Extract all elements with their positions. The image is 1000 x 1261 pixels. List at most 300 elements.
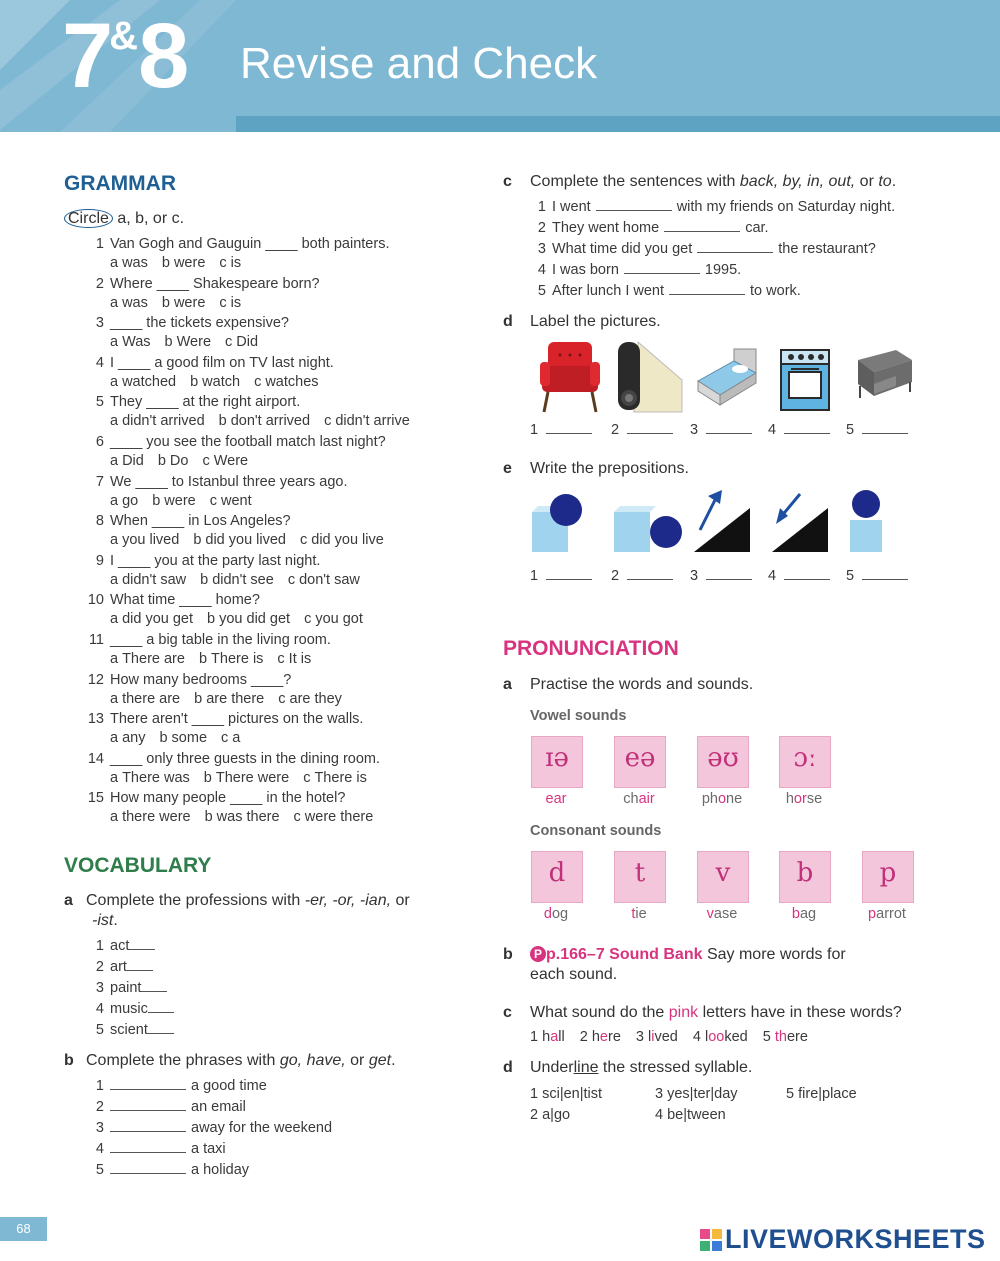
word-highlight: air xyxy=(638,791,655,807)
sound-bank-badge-icon: P xyxy=(530,946,546,962)
answer-options xyxy=(110,651,325,667)
answer-blank[interactable] xyxy=(784,423,830,434)
question-number: 7 xyxy=(95,474,104,490)
item-number: 4 xyxy=(692,1029,701,1045)
word-highlight: ear xyxy=(545,791,567,807)
option-letter: c xyxy=(278,691,286,707)
option-letter: c xyxy=(304,611,312,627)
phrase-text: a taxi xyxy=(191,1141,226,1157)
preposition-5-picture xyxy=(850,490,882,552)
syllable-word: yes|ter|day xyxy=(667,1086,738,1102)
preposition-4-picture xyxy=(772,494,828,552)
answer-blank[interactable] xyxy=(546,423,592,434)
pron-d-instruction: d Underline the stressed syllable. xyxy=(503,1059,753,1076)
answer-option[interactable] xyxy=(202,453,248,469)
option-letter: c xyxy=(303,770,311,786)
answer-blank[interactable] xyxy=(862,423,908,434)
page-number: 68 xyxy=(0,1217,47,1241)
syllable-word: be|tween xyxy=(667,1107,726,1123)
answer-option[interactable] xyxy=(110,730,145,746)
word-part: og xyxy=(551,906,569,922)
sentence-end: car. xyxy=(745,220,769,236)
answer-option[interactable] xyxy=(152,493,196,509)
grammar-question xyxy=(82,276,462,292)
option-text: any xyxy=(122,730,146,746)
option-text: did you live xyxy=(311,532,384,548)
option-text: go xyxy=(122,493,139,509)
word-part: ie xyxy=(635,906,647,922)
question-number: 11 xyxy=(88,632,104,648)
option-letter: c xyxy=(219,255,227,271)
sentence-start: I was born xyxy=(552,262,619,278)
option-letter: a xyxy=(110,532,119,548)
option-letter: a xyxy=(110,453,119,469)
answer-option[interactable] xyxy=(110,413,205,429)
pron-c-word xyxy=(580,1029,621,1045)
word-part: h xyxy=(785,791,794,807)
grammar-question xyxy=(82,513,462,529)
sentence-item xyxy=(524,262,741,278)
right-d-instruction: d Label the pictures. xyxy=(503,313,661,330)
answer-option[interactable] xyxy=(207,611,290,627)
answer-option[interactable] xyxy=(159,730,207,746)
answer-option[interactable] xyxy=(204,770,289,786)
word-highlight: e xyxy=(599,1029,608,1045)
answer-option[interactable] xyxy=(277,651,311,667)
answer-blank[interactable] xyxy=(127,960,153,971)
vowel-sound-word xyxy=(521,791,591,807)
option-letter: b xyxy=(193,532,202,548)
sound-bank-link[interactable]: p.166–7 Sound Bank xyxy=(546,946,703,963)
option-text: were xyxy=(164,493,196,509)
item-number: 1 xyxy=(530,568,539,584)
answer-option[interactable] xyxy=(210,493,252,509)
answer-option[interactable] xyxy=(110,809,191,825)
grammar-question xyxy=(82,592,462,608)
question-stem: Where ____ Shakespeare born? xyxy=(110,276,320,292)
option-letter: b xyxy=(204,809,213,825)
option-text: didn't saw xyxy=(122,572,187,588)
vowel-sound-picture[interactable] xyxy=(614,736,666,788)
word-part: arrot xyxy=(876,906,906,922)
answer-option[interactable] xyxy=(278,691,342,707)
vocab-a-item xyxy=(82,1022,174,1038)
option-text: Were xyxy=(176,334,212,350)
syllable-word: a|go xyxy=(542,1107,571,1123)
grammar-instruction: Circle a, b, or c. xyxy=(64,209,184,229)
question-stem: I ____ a good film on TV last night. xyxy=(110,355,334,371)
answer-option[interactable] xyxy=(110,532,179,548)
answer-blank[interactable] xyxy=(110,1163,186,1174)
question-stem: When ____ in Los Angeles? xyxy=(110,513,291,529)
answer-option[interactable] xyxy=(158,453,189,469)
item-number: 3 xyxy=(690,422,699,438)
item-number: 2 xyxy=(530,1107,539,1123)
answer-option[interactable] xyxy=(110,493,138,509)
stress-word[interactable] xyxy=(530,1107,570,1123)
question-stem: I ____ you at the party last night. xyxy=(110,553,321,569)
answer-option[interactable] xyxy=(303,770,367,786)
picture-label-item xyxy=(768,422,830,438)
circle-word: Circle xyxy=(64,209,113,228)
option-letter: a xyxy=(110,770,119,786)
vocab-b-item xyxy=(82,1099,246,1115)
word-highlight: oo xyxy=(708,1029,725,1045)
option-text: There is xyxy=(211,651,264,667)
pron-a-instruction: a Practise the words and sounds. xyxy=(503,676,754,693)
option-letter: b xyxy=(190,374,199,390)
option-letter: a xyxy=(110,611,119,627)
answer-blank[interactable] xyxy=(862,569,908,580)
option-letter: a xyxy=(110,809,119,825)
answer-option[interactable] xyxy=(110,611,193,627)
answer-option[interactable] xyxy=(110,651,185,667)
unit-number: 7&8 xyxy=(62,5,186,107)
question-stem: What time ____ home? xyxy=(110,592,260,608)
vocab-a-item xyxy=(82,959,153,975)
answer-option[interactable] xyxy=(219,413,310,429)
vowel-sound-picture[interactable] xyxy=(779,736,831,788)
sentence-start: I went xyxy=(552,199,591,215)
option-text: There was xyxy=(122,770,190,786)
consonant-sound-word xyxy=(521,906,591,922)
item-number: 4 xyxy=(768,422,777,438)
answer-blank[interactable] xyxy=(110,1121,186,1132)
vocab-b-item xyxy=(82,1162,249,1178)
answer-option[interactable] xyxy=(110,572,186,588)
consonant-sound-word xyxy=(852,906,922,922)
option-letter: c xyxy=(225,334,233,350)
vocab-b-item xyxy=(82,1120,332,1136)
option-letter: c xyxy=(287,572,296,588)
word-part: h xyxy=(591,1029,600,1045)
answer-blank[interactable] xyxy=(697,242,773,253)
pron-b-instruction: b P p.166–7 Sound Bank Say more words for each sound. xyxy=(503,946,846,983)
sentence-end: to work. xyxy=(750,283,801,299)
option-text: did you get xyxy=(122,611,194,627)
item-number: 2 xyxy=(95,1099,104,1115)
grammar-question xyxy=(82,236,462,252)
question-number: 10 xyxy=(87,592,104,608)
bed-picture xyxy=(694,345,760,411)
option-text: There is xyxy=(314,770,367,786)
vocab-b-item xyxy=(82,1078,267,1094)
answer-option[interactable] xyxy=(294,809,374,825)
answer-blank[interactable] xyxy=(706,569,752,580)
answer-option[interactable] xyxy=(194,691,264,707)
item-number: 4 xyxy=(655,1107,664,1123)
word-highlight: or xyxy=(793,791,807,807)
option-text: are they xyxy=(289,691,342,707)
consonant-sound-symbol: p xyxy=(879,858,897,888)
item-number: 2 xyxy=(611,568,620,584)
option-letter: c xyxy=(219,295,227,311)
option-letter: c xyxy=(254,374,262,390)
question-number: 9 xyxy=(95,553,104,569)
option-text: watches xyxy=(265,374,319,390)
sentence-item xyxy=(524,241,876,257)
answer-option[interactable] xyxy=(199,651,263,667)
pron-c-instruction: c What sound do the pink letters have in these words? xyxy=(503,1004,902,1021)
word-highlight: a xyxy=(550,1029,559,1045)
answer-option[interactable] xyxy=(304,611,363,627)
option-letter: a xyxy=(110,651,119,667)
option-letter: b xyxy=(200,572,209,588)
option-text: was xyxy=(122,295,148,311)
answer-option[interactable] xyxy=(221,730,240,746)
item-number: 1 xyxy=(530,1086,539,1102)
answer-option[interactable] xyxy=(162,295,206,311)
answer-option[interactable] xyxy=(110,374,176,390)
option-text: are there xyxy=(206,691,265,707)
vocabulary-title: VOCABULARY xyxy=(64,854,212,877)
sentence-start: What time did you get xyxy=(552,241,693,257)
preposition-pictures xyxy=(528,490,918,556)
question-number: 2 xyxy=(95,276,104,292)
vowel-sound-word xyxy=(604,791,674,807)
option-text: is xyxy=(230,295,242,311)
consonant-sound-word xyxy=(769,906,839,922)
answer-options xyxy=(110,334,272,350)
syllable-word: sci|en|tist xyxy=(542,1086,603,1102)
question-stem: They ____ at the right airport. xyxy=(110,394,301,410)
item-number: 5 xyxy=(846,568,855,584)
grammar-question xyxy=(82,394,462,410)
option-text: did you lived xyxy=(205,532,286,548)
word-part: l xyxy=(648,1029,652,1045)
word-highlight: d xyxy=(543,906,552,922)
option-letter: a xyxy=(110,255,119,271)
vowel-sound-symbol: eə xyxy=(624,743,656,773)
answer-options xyxy=(110,770,381,786)
answer-option[interactable] xyxy=(110,255,148,271)
word-part: l xyxy=(704,1029,709,1045)
phrase-text: away for the weekend xyxy=(191,1120,333,1136)
answer-blank[interactable] xyxy=(596,200,672,211)
grammar-question xyxy=(82,751,462,767)
option-letter: b xyxy=(161,295,170,311)
answer-blank[interactable] xyxy=(148,1023,174,1034)
question-stem: There aren't ____ pictures on the walls. xyxy=(110,711,364,727)
consonant-sound-symbol: d xyxy=(548,858,566,888)
question-stem: How many people ____ in the hotel? xyxy=(110,790,346,806)
preposition-item xyxy=(768,568,830,584)
option-letter: b xyxy=(157,453,166,469)
phrase-text: a good time xyxy=(191,1078,267,1094)
word-part: ase xyxy=(713,906,738,922)
question-stem: ____ only three guests in the dining room. xyxy=(110,751,381,767)
option-letter: b xyxy=(161,255,170,271)
answer-blank[interactable] xyxy=(627,423,673,434)
word-part: ere xyxy=(786,1029,808,1045)
word-stem: scient xyxy=(110,1022,148,1038)
answer-blank[interactable] xyxy=(148,1002,174,1013)
pron-c-word xyxy=(530,1029,565,1045)
sentence-end: with my friends on Saturday night. xyxy=(676,199,896,215)
vowel-sound-symbol: ɔː xyxy=(793,743,817,773)
grammar-title: GRAMMAR xyxy=(64,172,176,195)
pron-c-words xyxy=(530,1029,823,1045)
option-text: was there xyxy=(216,809,280,825)
word-stem: act xyxy=(110,938,130,954)
answer-option[interactable] xyxy=(110,770,190,786)
answer-blank[interactable] xyxy=(129,939,155,950)
option-letter: c xyxy=(293,809,301,825)
option-text: was xyxy=(122,255,148,271)
item-number: 2 xyxy=(537,220,546,236)
liveworksheets-logo-icon xyxy=(700,1229,722,1251)
word-highlight: p xyxy=(868,906,877,922)
word-highlight: i xyxy=(651,1029,655,1045)
answer-option[interactable] xyxy=(254,374,318,390)
answer-blank[interactable] xyxy=(706,423,752,434)
answer-blank[interactable] xyxy=(664,221,740,232)
answer-option[interactable] xyxy=(300,532,384,548)
option-letter: a xyxy=(110,730,119,746)
cooker-picture xyxy=(777,346,833,412)
option-text: Was xyxy=(122,334,151,350)
answer-option[interactable] xyxy=(225,334,258,350)
item-number: 2 xyxy=(611,422,620,438)
answer-options xyxy=(110,809,387,825)
answer-option[interactable] xyxy=(193,532,286,548)
vowel-sound-picture[interactable] xyxy=(531,736,583,788)
vocab-a-instruction: a Complete the professions with -er, -or, -ian, or -ist. xyxy=(64,892,410,929)
item-number: 5 xyxy=(786,1086,795,1102)
grammar-question xyxy=(82,355,462,371)
stress-word[interactable] xyxy=(786,1086,857,1102)
question-number: 15 xyxy=(87,790,104,806)
answer-blank[interactable] xyxy=(784,569,830,580)
sentence-item xyxy=(524,220,769,236)
option-letter: b xyxy=(207,611,216,627)
answer-blank[interactable] xyxy=(624,263,700,274)
question-number: 5 xyxy=(95,394,104,410)
picture-label-item xyxy=(690,422,752,438)
pron-c-word xyxy=(763,1029,808,1045)
answer-blank[interactable] xyxy=(627,569,673,580)
word-part: h xyxy=(542,1029,551,1045)
item-number: 1 xyxy=(95,1078,104,1094)
vocab-a-item xyxy=(82,938,155,954)
option-letter: a xyxy=(110,493,119,509)
option-letter: a xyxy=(110,374,119,390)
vocab-a-item xyxy=(82,980,167,996)
option-text: It is xyxy=(288,651,312,667)
consonant-sound-picture[interactable] xyxy=(779,851,831,903)
answer-blank[interactable] xyxy=(141,981,167,992)
answer-blank[interactable] xyxy=(110,1142,186,1153)
answer-options xyxy=(110,691,356,707)
vocab-b-instruction: b Complete the phrases with go, have, or get. xyxy=(64,1052,396,1069)
option-letter: b xyxy=(164,334,173,350)
option-text: went xyxy=(220,493,252,509)
answer-option[interactable] xyxy=(110,691,180,707)
question-number: 1 xyxy=(95,236,104,252)
vowel-sound-word xyxy=(769,791,839,807)
answer-option[interactable] xyxy=(324,413,410,429)
question-stem: ____ a big table in the living room. xyxy=(110,632,331,648)
sofa-picture xyxy=(852,346,918,410)
vocab-b-item xyxy=(82,1141,226,1157)
option-text: is xyxy=(230,255,242,271)
answer-option[interactable] xyxy=(110,334,151,350)
sentence-start: They went home xyxy=(552,220,660,236)
question-number: 14 xyxy=(87,751,104,767)
syllable-word: fire|place xyxy=(798,1086,857,1102)
sentence-start: After lunch I went xyxy=(552,283,665,299)
item-number: 1 xyxy=(530,422,539,438)
vowel-sound-symbol: ɪə xyxy=(545,743,569,773)
stress-word[interactable] xyxy=(655,1107,726,1123)
stress-word[interactable] xyxy=(530,1086,602,1102)
answer-options xyxy=(110,295,255,311)
grammar-question xyxy=(82,434,462,450)
header-stripe xyxy=(236,116,1000,132)
preposition-item xyxy=(530,568,592,584)
answer-options xyxy=(110,493,266,509)
grammar-question xyxy=(82,632,462,648)
answer-option[interactable] xyxy=(190,374,240,390)
answer-option[interactable] xyxy=(165,334,211,350)
answer-options xyxy=(110,453,262,469)
answer-option[interactable] xyxy=(110,453,144,469)
preposition-item xyxy=(690,568,752,584)
answer-option[interactable] xyxy=(288,572,360,588)
option-text: there are xyxy=(122,691,181,707)
vowel-sound-symbol: əʊ xyxy=(707,743,739,773)
word-highlight: th xyxy=(774,1029,787,1045)
answer-options xyxy=(110,730,254,746)
consonant-sound-picture[interactable] xyxy=(531,851,583,903)
answer-blank[interactable] xyxy=(110,1100,186,1111)
answer-option[interactable] xyxy=(219,255,241,271)
consonant-sound-picture[interactable] xyxy=(697,851,749,903)
item-number: 3 xyxy=(95,980,104,996)
preposition-item xyxy=(611,568,673,584)
option-text: Did xyxy=(236,334,259,350)
item-number: 4 xyxy=(768,568,777,584)
option-letter: a xyxy=(110,691,119,707)
grammar-question xyxy=(82,711,462,727)
answer-option[interactable] xyxy=(205,809,280,825)
word-highlight: o xyxy=(717,791,727,807)
option-letter: a xyxy=(110,572,119,588)
word-part: se xyxy=(806,791,823,807)
answer-blank[interactable] xyxy=(110,1079,186,1090)
armchair-picture xyxy=(538,340,600,414)
answer-option[interactable] xyxy=(162,255,206,271)
option-text: watch xyxy=(202,374,241,390)
vowel-sound-word xyxy=(687,791,757,807)
right-c-instruction: c Complete the sentences with back, by, in, out, or to. xyxy=(503,173,897,190)
consonant-sound-picture[interactable] xyxy=(614,851,666,903)
consonant-sound-word xyxy=(604,906,674,922)
pronunciation-title: PRONUNCIATION xyxy=(503,637,679,660)
stress-word[interactable] xyxy=(655,1086,738,1102)
vowel-sound-picture[interactable] xyxy=(697,736,749,788)
option-text: you did get xyxy=(219,611,291,627)
answer-option[interactable] xyxy=(200,572,274,588)
consonant-sound-picture[interactable] xyxy=(862,851,914,903)
sentence-item xyxy=(524,283,801,299)
option-text: a xyxy=(232,730,241,746)
answer-blank[interactable] xyxy=(546,569,592,580)
answer-blank[interactable] xyxy=(669,284,745,295)
answer-option[interactable] xyxy=(110,295,148,311)
answer-option[interactable] xyxy=(219,295,241,311)
option-letter: b xyxy=(194,691,203,707)
